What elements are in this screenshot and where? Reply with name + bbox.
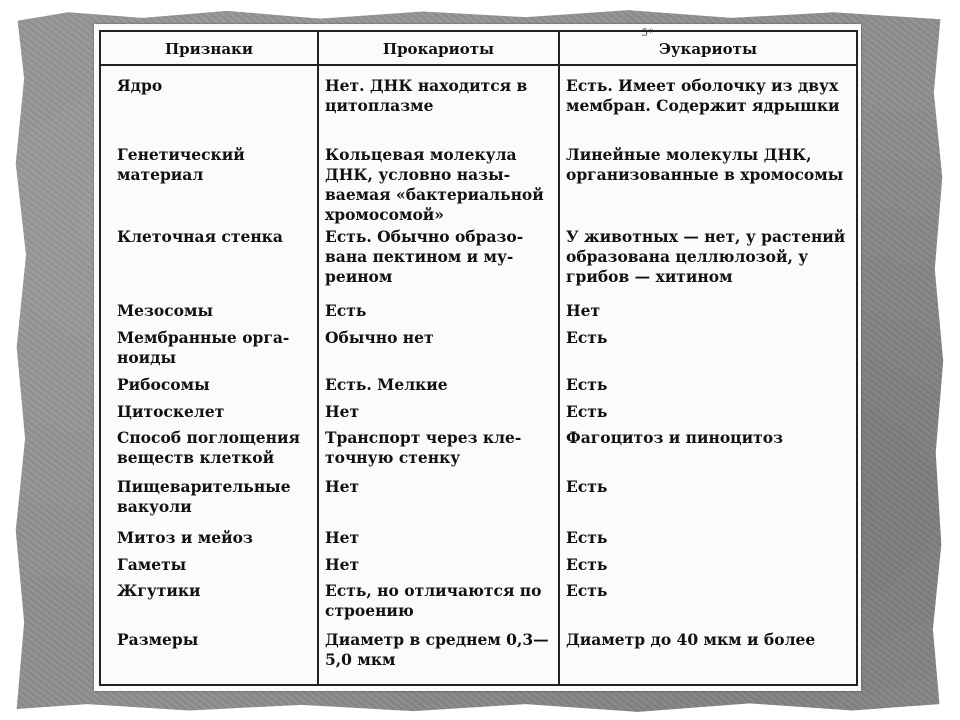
prokaryotes-cell: Нет. ДНК находится в цитоплазме (318, 65, 559, 127)
table-row (100, 375, 857, 402)
feature-cell: Мезосомы (100, 301, 318, 328)
eukaryotes-cell: У животных — нет, у растений образована целлюлозой, у грибов — хитином (559, 227, 857, 301)
table-row (100, 227, 857, 301)
feature-cell: Размеры (100, 630, 318, 686)
feature-cell: Жгутики (100, 581, 318, 629)
table-row (100, 301, 857, 328)
header-prokaryotes: Прокариоты (318, 31, 559, 65)
eukaryotes-cell: Фагоцитоз и пиноцитоз (559, 428, 857, 476)
eukaryotes-cell: Линейные молекулы ДНК, организованные в хромосомы (559, 127, 857, 228)
eukaryotes-cell: Есть (559, 402, 857, 429)
table-row (100, 328, 857, 375)
prokaryotes-cell: Нет (318, 528, 559, 555)
feature-cell: Ядро (100, 65, 318, 127)
table-header-row (100, 31, 857, 65)
eukaryotes-cell: Есть (559, 477, 857, 528)
feature-cell: Рибосомы (100, 375, 318, 402)
prokaryotes-cell: Есть. Обычно образована пектином и муреином (318, 227, 559, 301)
table-row (100, 477, 857, 528)
prokaryotes-cell: Нет (318, 555, 559, 582)
feature-cell: Генетический материал (100, 127, 318, 228)
feature-cell: Митоз и мейоз (100, 528, 318, 555)
eukaryotes-cell: Есть (559, 581, 857, 629)
prokaryotes-cell: Нет (318, 402, 559, 429)
eukaryotes-cell: Есть (559, 528, 857, 555)
feature-cell: Мембранные органоиды (100, 328, 318, 375)
prokaryotes-cell: Есть (318, 301, 559, 328)
table-row (100, 127, 857, 228)
feature-cell: Цитоскелет (100, 402, 318, 429)
prokaryotes-cell: Транспорт через клеточную стенку (318, 428, 559, 476)
prokaryotes-cell: Обычно нет (318, 328, 559, 375)
eukaryotes-cell: Есть (559, 375, 857, 402)
document-sheet (94, 24, 861, 691)
prokaryotes-cell: Есть. Мелкие (318, 375, 559, 402)
table-row (100, 402, 857, 429)
feature-cell: Способ поглощения веществ клеткой (100, 428, 318, 476)
feature-cell: Пищеварительные вакуоли (100, 477, 318, 528)
header-eukaryotes: Эукариоты (559, 31, 857, 65)
prokaryotes-cell: Есть, но отличаются по строению (318, 581, 559, 629)
prokaryotes-cell: Кольцевая молекула ДНК, условно называемая «бактериальной хромосомой» (318, 127, 559, 228)
corner-mark: 5* (641, 28, 653, 39)
table-row (100, 555, 857, 582)
table-row (100, 581, 857, 629)
table-row (100, 65, 857, 127)
eukaryotes-cell: Диаметр до 40 мкм и более (559, 630, 857, 686)
header-features: Признаки (100, 31, 318, 65)
eukaryotes-cell: Есть (559, 328, 857, 375)
comparison-table (99, 30, 858, 686)
prokaryotes-cell: Нет (318, 477, 559, 528)
table-row (100, 630, 857, 686)
eukaryotes-cell: Есть (559, 555, 857, 582)
prokaryotes-cell: Диаметр в среднем 0,3—5,0 мкм (318, 630, 559, 686)
table-row (100, 428, 857, 476)
feature-cell: Гаметы (100, 555, 318, 582)
eukaryotes-cell: Нет (559, 301, 857, 328)
feature-cell: Клеточная стенка (100, 227, 318, 301)
eukaryotes-cell: Есть. Имеет оболочку из двух мембран. Содержит ядрышки (559, 65, 857, 127)
table-row (100, 528, 857, 555)
